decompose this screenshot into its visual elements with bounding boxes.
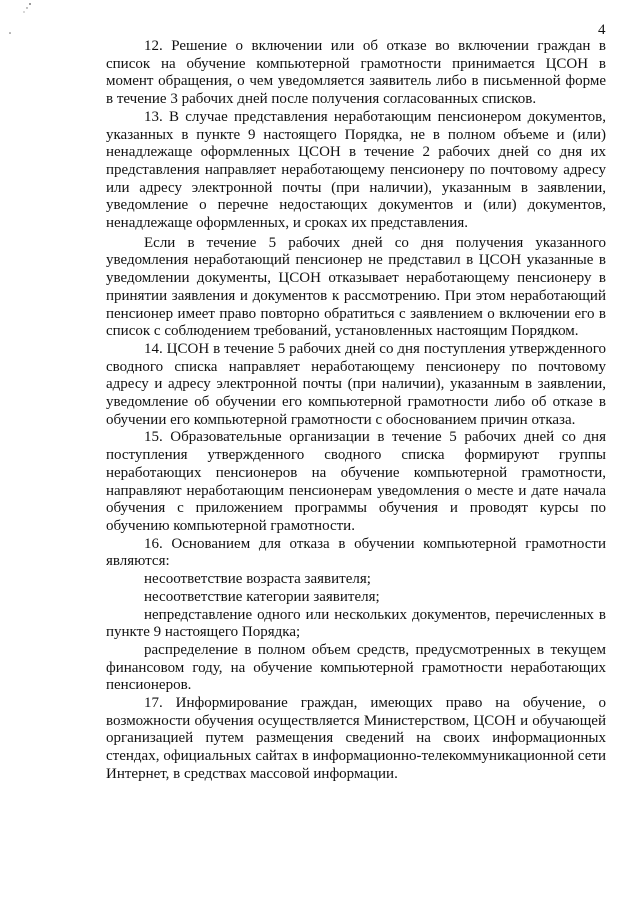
paragraph-15: 15. Образовательные организации в течение 5 рабочих дней со дня поступления утвержденного сводного списка формируют группы неработающих пенсионеров на обучение компьютерной грамотности, направляют неработающим пенсионерам уведомления о месте и дате начала обучения с приложением программы обучения и проводят курсы по обучению компьютерной грамотности. bbox=[106, 429, 606, 534]
paragraph-17: 17. Информирование граждан, имеющих право на обучение, о возможности обучения осуществляется Министерством, ЦСОН и обучающей организацией путем размещения сведений на своих информационных стендах, официальных сайтах в информационно-телекоммуникационной сети Интернет, в средствах массовой информации. bbox=[106, 695, 606, 782]
list-item-age: несоответствие возраста заявителя; bbox=[144, 571, 371, 588]
page-number: 4 bbox=[598, 22, 606, 38]
paragraph-13-continued: Если в течение 5 рабочих дней со дня получения указанного уведомления неработающий пенсионер не представил в ЦСОН указанные в уведомлении документы, ЦСОН отказывает неработающему пенсионеру в принятии заявления и документов к рассмотрению. При этом неработающий пенсионер имеет право повторно обратиться с заявлением о включении его в список с соблюдением требований, установленных настоящим Порядком. bbox=[106, 234, 606, 340]
list-item-funds: распределение в полном объем средств, предусмотренных в текущем финансовом году, на обучение компьютерной грамотности неработающих пенсионеров. bbox=[106, 641, 606, 694]
paragraph-12: 12. Решение о включении или об отказе во включении граждан в список на обучение компьютерной грамотности принимается ЦСОН в момент обращения, о чем уведомляется заявитель либо в письменной форме в течение 3 рабочих дней после получения согласованных списков. bbox=[106, 38, 606, 108]
paragraph-16: 16. Основанием для отказа в обучении компьютерной грамотности являются: bbox=[106, 535, 606, 570]
paragraph-14: 14. ЦСОН в течение 5 рабочих дней со дня поступления утвержденного сводного списка направляет неработающему пенсионеру по почтовому адресу и адресу электронной почты (при наличии), указанным в заявлении, уведомление об обучении его компьютерной грамотности либо об отказе в обучении его компьютерной грамотности с обоснованием причин отказа. bbox=[106, 340, 606, 428]
document-body bbox=[106, 38, 606, 784]
paragraph-13: 13. В случае представления неработающим пенсионером документов, указанных в пункте 9 настоящего Порядка, не в полном объеме и (или) ненадлежаще оформленных ЦСОН в течение 2 рабочих дней со дня их представления направляет неработающему пенсионеру по почтовому адресу или адресу электронной почты (при наличии), указанным в заявлении, уведомление о перечне недостающих документов и (или) документов, ненадлежаще оформленных, и сроках их представления. bbox=[106, 108, 606, 232]
scan-specks bbox=[0, 0, 40, 40]
list-item-documents: непредставление одного или нескольких документов, перечисленных в пункте 9 настоящего Порядка; bbox=[106, 606, 606, 641]
list-item-category: несоответствие категории заявителя; bbox=[144, 588, 380, 605]
